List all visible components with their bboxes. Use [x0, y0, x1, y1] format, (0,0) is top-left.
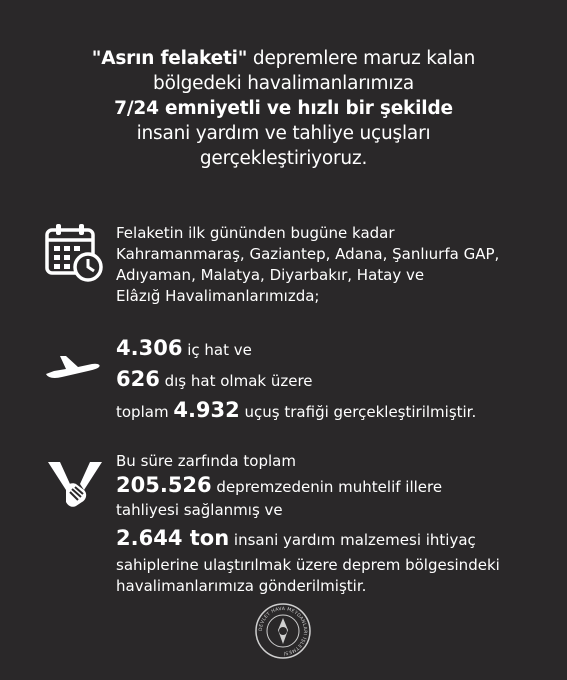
headline-line-1-rest: depremlere maruz kalan — [247, 48, 476, 69]
headline-line-1 — [0, 46, 567, 71]
headline — [0, 46, 567, 171]
helping-hands-icon — [46, 460, 104, 508]
total-flights — [116, 396, 556, 427]
airports-line: Elâzığ Havalimanlarımızda; — [116, 287, 320, 305]
headline-line-3: 7/24 emniyetli ve hızlı bir şekilde — [114, 98, 453, 119]
aid-value: 2.644 ton — [116, 526, 230, 550]
aid-intro: Bu süre zarfında toplam — [116, 452, 296, 470]
aid-line-2: sahiplerine ulaştırılmak üzere deprem bölgesindeki — [116, 556, 500, 574]
airplane-icon — [44, 352, 102, 380]
evacuated-label: depremzedenin muhtelif illere — [211, 478, 443, 496]
evacuated-value: 205.526 — [116, 473, 212, 497]
domestic-flights-value: 4.306 — [116, 336, 183, 360]
international-flights-value: 626 — [116, 367, 160, 391]
evacuated-line-2: tahliyesi sağlanmış ve — [116, 501, 283, 519]
headline-quote: "Asrın felaketi" — [91, 48, 248, 69]
total-flights-prefix: toplam — [116, 403, 174, 421]
aid-label: insani yardım malzemesi ihtiyaç — [229, 531, 476, 549]
aid-line — [116, 523, 556, 555]
flights-text — [116, 334, 556, 427]
dhmi-seal-logo — [254, 602, 312, 660]
domestic-flights-label: iç hat ve — [182, 341, 252, 359]
airports-line: Felaketin ilk gününden bugüne kadar — [116, 224, 395, 242]
domestic-flights — [116, 334, 556, 365]
headline-line-4: insani yardım ve tahliye uçuşları — [136, 123, 431, 144]
airports-text — [116, 223, 546, 307]
aid-text — [116, 450, 556, 597]
airports-line: Kahramanmaraş, Gaziantep, Adana, Şanlıurfa GAP, — [116, 245, 500, 263]
airports-line: Adıyaman, Malatya, Diyarbakır, Hatay ve — [116, 266, 425, 284]
total-flights-value: 4.932 — [173, 398, 240, 422]
calendar-clock-icon — [44, 222, 104, 282]
international-flights-label: dış hat olmak üzere — [159, 372, 313, 390]
total-flights-label: uçuş trafiği gerçekleştirilmiştir. — [239, 403, 477, 421]
international-flights — [116, 365, 556, 396]
aid-line-3: havalimanlarımıza gönderilmiştir. — [116, 577, 367, 595]
headline-line-2: bölgedeki havalimanlarımıza — [153, 73, 414, 94]
headline-line-5: gerçekleştiriyoruz. — [199, 148, 368, 169]
seal-text: DEVLET HAVA MEYDANLARI İŞLETMESİ — [258, 606, 308, 656]
evacuated-line — [116, 472, 556, 500]
